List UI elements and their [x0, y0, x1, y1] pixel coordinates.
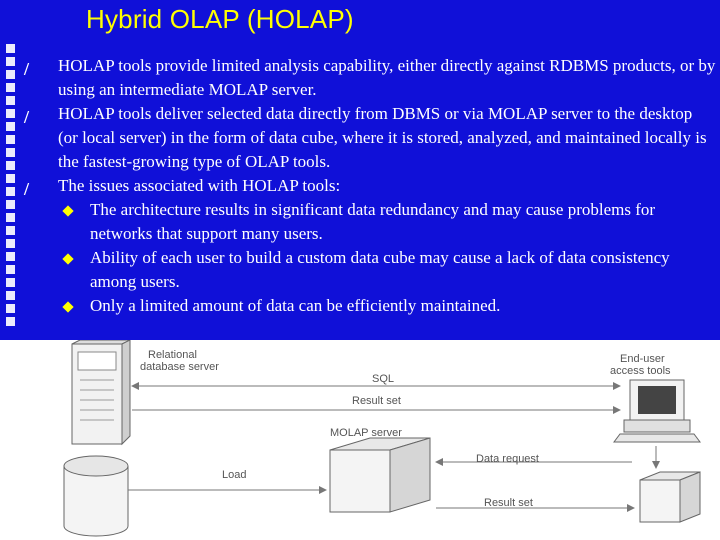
bullet-text: The issues associated with HOLAP tools: — [58, 176, 341, 195]
diamond-bullet-icon — [62, 301, 73, 312]
database-server-label: database server — [140, 361, 219, 373]
slide-title: Hybrid OLAP (HOLAP) — [86, 4, 354, 34]
sub-bullet-text: Only a limited amount of data can be efficiently maintained. — [90, 296, 501, 315]
result-set-top-label: Result set — [352, 395, 401, 407]
bullet-list — [24, 54, 716, 318]
bullet-text: HOLAP tools deliver selected data directly from DBMS or via MOLAP server to the desktop (or local server) in the form of data cube, where it is stored, analyzed, and maintained locally is the fastest-growing type of OLAP tools. — [58, 104, 707, 171]
database-cylinder-icon — [64, 456, 128, 536]
sub-bullet-item — [88, 294, 716, 318]
bullet-text: HOLAP tools provide limited analysis capability, either directly against RDBMS products, or by using an intermediate MOLAP server. — [58, 56, 716, 99]
molap-cube-icon — [330, 438, 430, 512]
sub-bullet-text: The architecture results in significant data redundancy and may cause problems for networks that support many users. — [90, 200, 656, 243]
access-tools-label: access tools — [610, 365, 671, 377]
bullet-dash-icon: / — [24, 59, 30, 79]
sub-bullet-text: Ability of each user to build a custom data cube may cause a lack of data consistency among users. — [90, 248, 670, 291]
bullet-item — [24, 174, 716, 318]
result-set-bottom-label: Result set — [484, 497, 533, 509]
diamond-bullet-icon — [62, 253, 73, 264]
molap-server-label: MOLAP server — [330, 427, 402, 439]
diamond-bullet-icon — [62, 205, 73, 216]
bullet-item — [24, 54, 716, 102]
holap-architecture-diagram — [0, 340, 720, 540]
bullet-dash-icon: / — [24, 107, 30, 127]
local-cube-icon — [640, 472, 700, 522]
database-server-icon — [72, 340, 130, 444]
data-request-label: Data request — [476, 453, 539, 465]
load-label: Load — [222, 469, 247, 481]
relational-label: Relational — [148, 349, 197, 361]
end-user-label: End-user — [620, 353, 665, 365]
sub-bullet-item — [88, 246, 716, 294]
sub-bullet-item — [88, 198, 716, 246]
bullet-dash-icon: / — [24, 179, 30, 199]
desktop-computer-icon — [614, 380, 700, 442]
sub-bullet-list — [58, 198, 716, 318]
bullet-item — [24, 102, 716, 174]
decorative-squares — [4, 44, 18, 330]
sql-label: SQL — [372, 373, 395, 385]
